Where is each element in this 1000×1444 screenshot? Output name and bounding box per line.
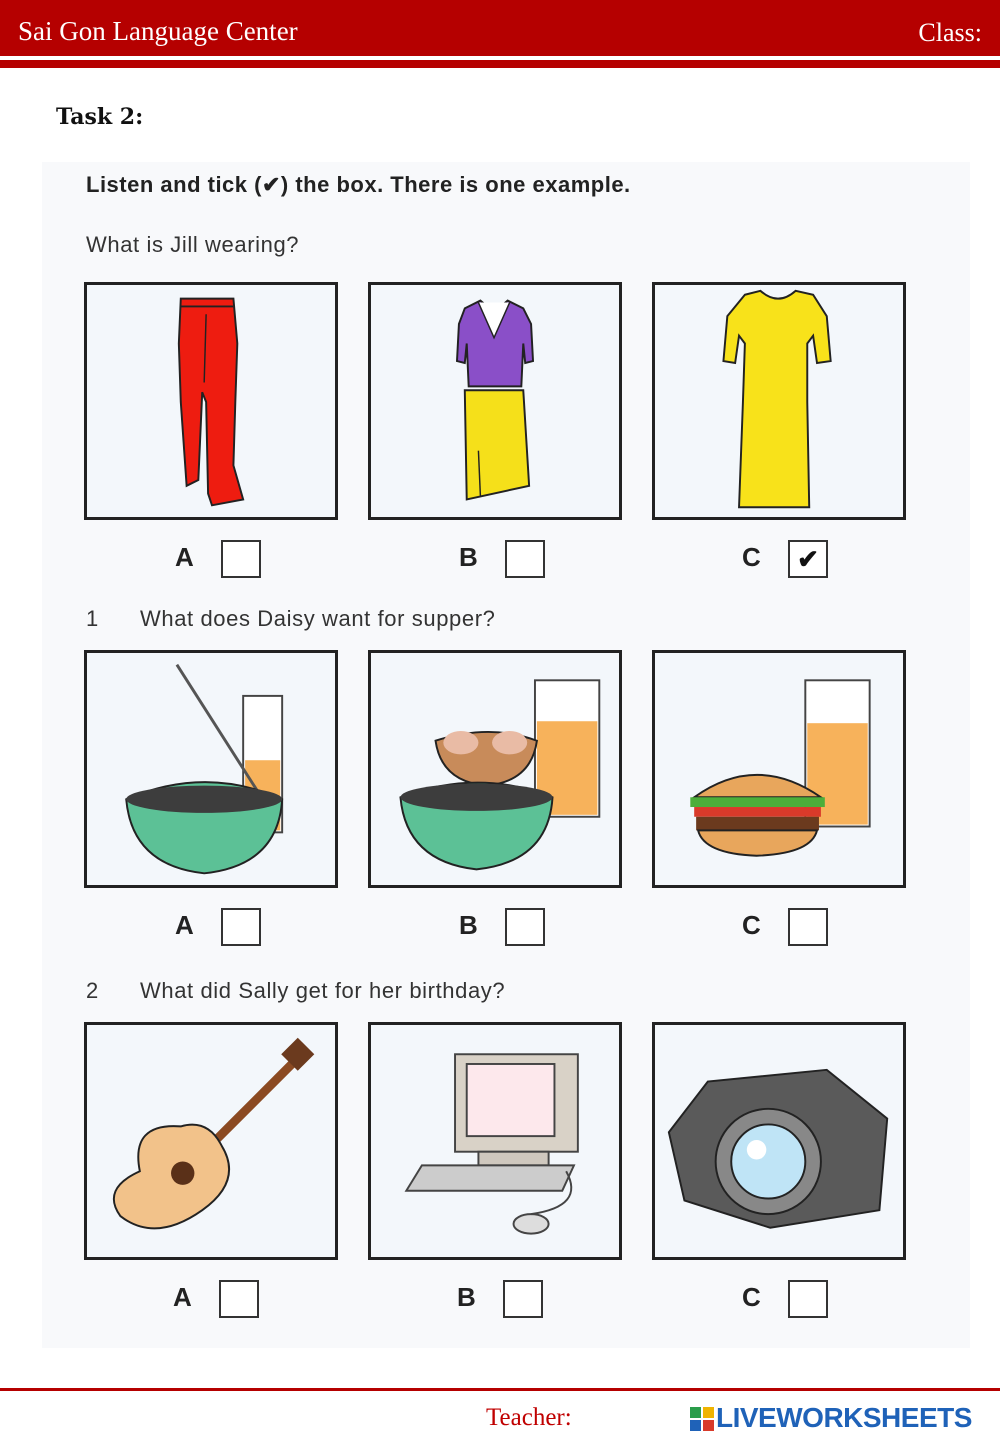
tick-box-q2-b[interactable] (503, 1280, 543, 1318)
option-letter: B (459, 910, 478, 940)
teacher-label: Teacher: (486, 1404, 572, 1431)
option-letter: C (742, 1282, 761, 1312)
picture-noodles-eggs-juice (368, 650, 622, 888)
header-divider (0, 60, 1000, 68)
option-letter: A (173, 1282, 192, 1312)
liveworksheets-logo[interactable] (690, 1402, 972, 1438)
task-title: Task 2: (56, 104, 144, 130)
header-bar (0, 0, 1000, 56)
option-letter: C (742, 542, 761, 572)
question-1 (86, 606, 495, 632)
tick-box-example-a[interactable] (221, 540, 261, 578)
question-number: 2 (86, 978, 99, 1003)
tick-box-q1-b[interactable] (505, 908, 545, 946)
question-example (86, 232, 299, 258)
class-label: Class: (918, 18, 982, 47)
picture-yellow-dress (652, 282, 906, 520)
picture-jacket-and-skirt (368, 282, 622, 520)
question-text: What did Sally get for her birthday? (140, 978, 506, 1003)
tick-box-q1-a[interactable] (221, 908, 261, 946)
tick-box-q2-a[interactable] (219, 1280, 259, 1318)
option-letter: A (175, 910, 194, 940)
tick-box-q2-c[interactable] (788, 1280, 828, 1318)
picture-noodles-and-juice (84, 650, 338, 888)
brand-name: LIVEWORKSHEETS (716, 1402, 972, 1433)
liveworksheets-icon (690, 1406, 714, 1438)
tick-box-example-b[interactable] (505, 540, 545, 578)
picture-guitar (84, 1022, 338, 1260)
tick-box-q1-c[interactable] (788, 908, 828, 946)
question-text: What does Daisy want for supper? (140, 606, 496, 631)
center-name: Sai Gon Language Center (18, 16, 298, 46)
tick-box-example-c[interactable]: ✔ (788, 540, 828, 578)
picture-red-trousers (84, 282, 338, 520)
option-letter: C (742, 910, 761, 940)
question-number: 1 (86, 606, 99, 631)
footer-divider (0, 1388, 1000, 1391)
question-2 (86, 978, 505, 1004)
option-letter: A (175, 542, 194, 572)
option-letter: B (457, 1282, 476, 1312)
picture-camera (652, 1022, 906, 1260)
picture-computer (368, 1022, 622, 1260)
picture-burger-and-juice (652, 650, 906, 888)
instruction: Listen and tick (✔) the box. There is one example. (86, 172, 631, 197)
question-text: What is Jill wearing? (86, 232, 300, 257)
option-letter: B (459, 542, 478, 572)
